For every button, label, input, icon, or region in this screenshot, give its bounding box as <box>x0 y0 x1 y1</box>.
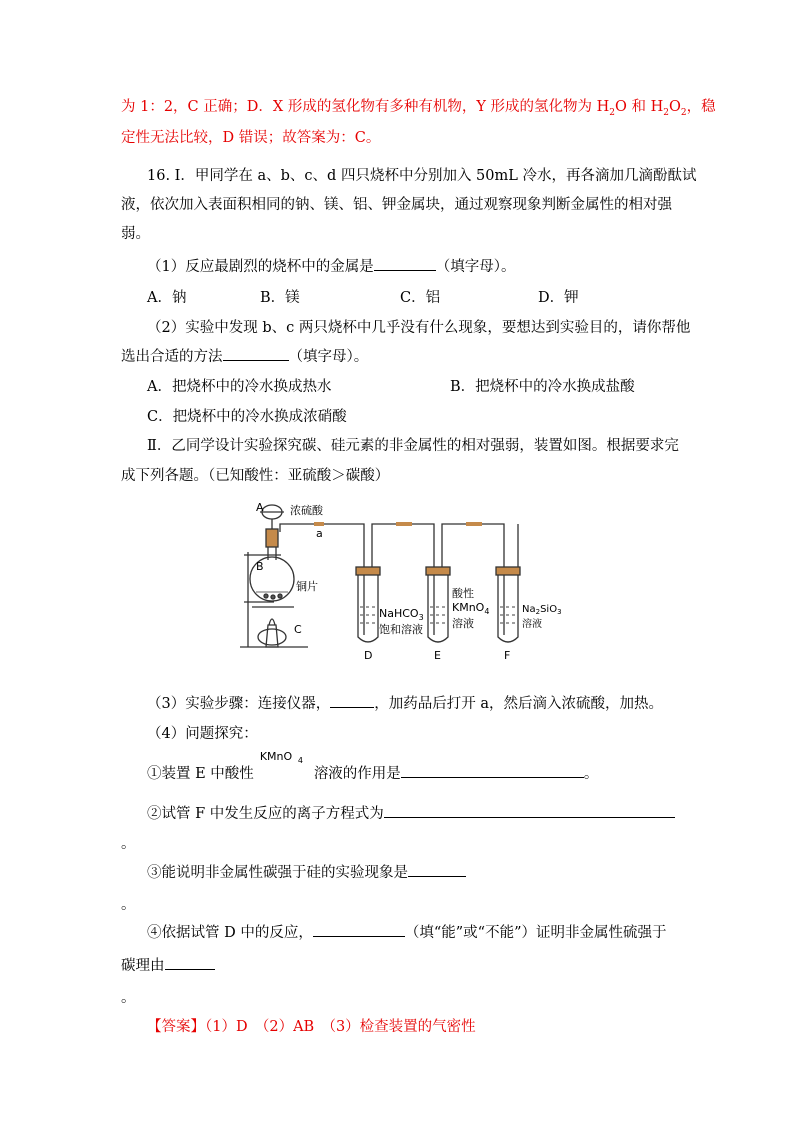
q4-1-text: ①装置 E 中酸性 <box>147 766 254 782</box>
subscript: 2 <box>609 107 615 118</box>
q1-line <box>147 255 515 276</box>
answer-blank <box>165 955 215 970</box>
stopper-d <box>356 567 380 575</box>
prev-answer-line-2: 定性无法比较，D 错误；故答案为：C。 <box>121 130 381 146</box>
prev-answer-text: ，稳 <box>686 99 716 115</box>
label-conc-h2so4: 浓硫酸 <box>290 504 323 517</box>
answer-blank <box>401 763 584 778</box>
q1-option-c: C．铝 <box>400 290 441 306</box>
q1-option-d: D．钾 <box>538 290 579 306</box>
part2-line-2: 成下列各题。（已知酸性：亚硫酸＞碳酸） <box>121 468 390 484</box>
label-e-sol: 溶液 <box>452 617 474 630</box>
answer-blank <box>223 346 289 361</box>
flask-stopper <box>266 529 278 547</box>
q1-option-b: B．镁 <box>260 290 300 306</box>
q16-intro-line-1: 16. I．甲同学在 a、b、c、d 四只烧杯中分别加入 50mL 冷水，再各滴加几滴酚酞试 <box>147 168 697 184</box>
prev-answer-line-1 <box>121 95 716 118</box>
q1-text: （1）反应最剧烈的烧杯中的金属是 <box>147 259 374 275</box>
answer-line <box>147 1015 476 1036</box>
q4-4-end: 。 <box>121 990 136 1006</box>
label-c: C <box>294 623 302 636</box>
q4-4-line <box>147 921 667 942</box>
q4-3-text: ③能说明非金属性碳强于硅的实验现象是 <box>147 865 408 881</box>
q1-option-a: A．钠 <box>147 290 187 306</box>
q4-3-end: 。 <box>121 897 136 913</box>
q2-option-a: A．把烧杯中的冷水换成热水 <box>147 379 332 395</box>
part2-line-1: Ⅱ．乙同学设计实验探究碳、硅元素的非金属性的相对强弱，装置如图。根据要求完 <box>147 438 679 454</box>
q4-2-line <box>147 802 675 823</box>
answer-blank <box>330 693 374 708</box>
label-b: B <box>256 560 264 573</box>
lamp-body <box>258 629 286 645</box>
delivery-tube-2 <box>372 524 434 567</box>
q4-4-text: （填“能”或“不能”）证明非金属性硫强于 <box>404 925 667 941</box>
answer-label: 【答案】 <box>147 1019 205 1035</box>
q2-option-b: B．把烧杯中的冷水换成盐酸 <box>450 379 635 395</box>
q4-1-text: 。 <box>583 766 599 782</box>
label-d: D <box>364 649 373 662</box>
label-na2sio3: $Na_2SiO_3$ <box>522 604 562 616</box>
q16-intro-line-2: 液，依次加入表面积相同的钠、镁、铝、钾金属块，通过观察现象判断金属性的相对强 <box>121 197 672 213</box>
kmno4-subscript: 4 <box>297 756 303 765</box>
label-f-sol: 溶液 <box>522 619 542 630</box>
q2-line-2 <box>121 345 368 366</box>
q2-text: （填字母）。 <box>288 349 369 365</box>
label-e-kmno4: KMnO$_4$ <box>452 601 490 616</box>
answer-blank <box>374 256 436 271</box>
copper-chip <box>278 594 282 598</box>
q4-4-text: ④依据试管 D 中的反应， <box>147 925 313 941</box>
stopper-e <box>426 567 450 575</box>
kmno4-formula <box>254 750 314 778</box>
copper-chip <box>271 595 275 599</box>
apparatus-diagram <box>236 497 562 662</box>
prev-answer-text: O <box>669 99 681 115</box>
label-e-acid: 酸性 <box>452 587 474 600</box>
q2-line-1: （2）实验中发现 b、c 两只烧杯中几乎没有什么现象，要想达到实验目的，请你帮他 <box>147 320 691 336</box>
alcohol-lamp <box>266 625 278 647</box>
q4-3-line <box>147 861 466 882</box>
subscript: 2 <box>680 107 687 118</box>
subscript: 2 <box>663 107 669 118</box>
delivery-tube-3 <box>442 524 504 567</box>
prev-answer-text: O 和 H <box>615 99 664 115</box>
label-f: F <box>504 649 511 662</box>
q4-2-end: 。 <box>121 836 136 852</box>
kmno4-text: KMnO <box>259 750 293 763</box>
q4-heading: （4）问题探究： <box>147 726 258 742</box>
q4-2-text: ②试管 F 中发生反应的离子方程式为 <box>147 806 384 822</box>
q2-option-c: C．把烧杯中的冷水换成浓硝酸 <box>147 409 347 425</box>
q16-intro-line-3: 弱。 <box>121 226 150 242</box>
q2-text: 选出合适的方法 <box>121 349 223 365</box>
label-nahco3: NaHCO$_3$ <box>379 607 424 622</box>
label-e: E <box>434 649 441 662</box>
q4-4-line-2 <box>121 954 215 975</box>
label-a-valve: a <box>316 527 323 540</box>
copper-chip <box>264 594 268 598</box>
prev-answer-text: 为 1：2，C 正确；D．X 形成的氢化物有多种有机物，Y 形成的氢化物为 H <box>121 99 610 115</box>
label-copper: 铜片 <box>296 580 318 593</box>
q3-text: （3）实验步骤：连接仪器， <box>147 696 331 712</box>
q4-1-line <box>147 750 599 783</box>
q4-1-text: 溶液的作用是 <box>313 766 401 782</box>
stopper-f <box>496 567 520 575</box>
q1-text: （填字母）。 <box>435 259 516 275</box>
answer-blank <box>313 922 405 937</box>
q3-line <box>147 692 663 713</box>
flame <box>269 619 275 625</box>
label-a-upper: A <box>256 501 264 514</box>
label-nahco3-sol: 饱和溶液 <box>379 623 423 636</box>
q3-text: ，加药品后打开 a，然后滴入浓硫酸，加热。 <box>374 696 663 712</box>
answer-text: （1）D （2）AB （3）检查装置的气密性 <box>205 1019 476 1035</box>
q4-4-text: 碳理由 <box>121 958 165 974</box>
answer-blank <box>408 862 466 877</box>
answer-blank <box>384 803 675 818</box>
